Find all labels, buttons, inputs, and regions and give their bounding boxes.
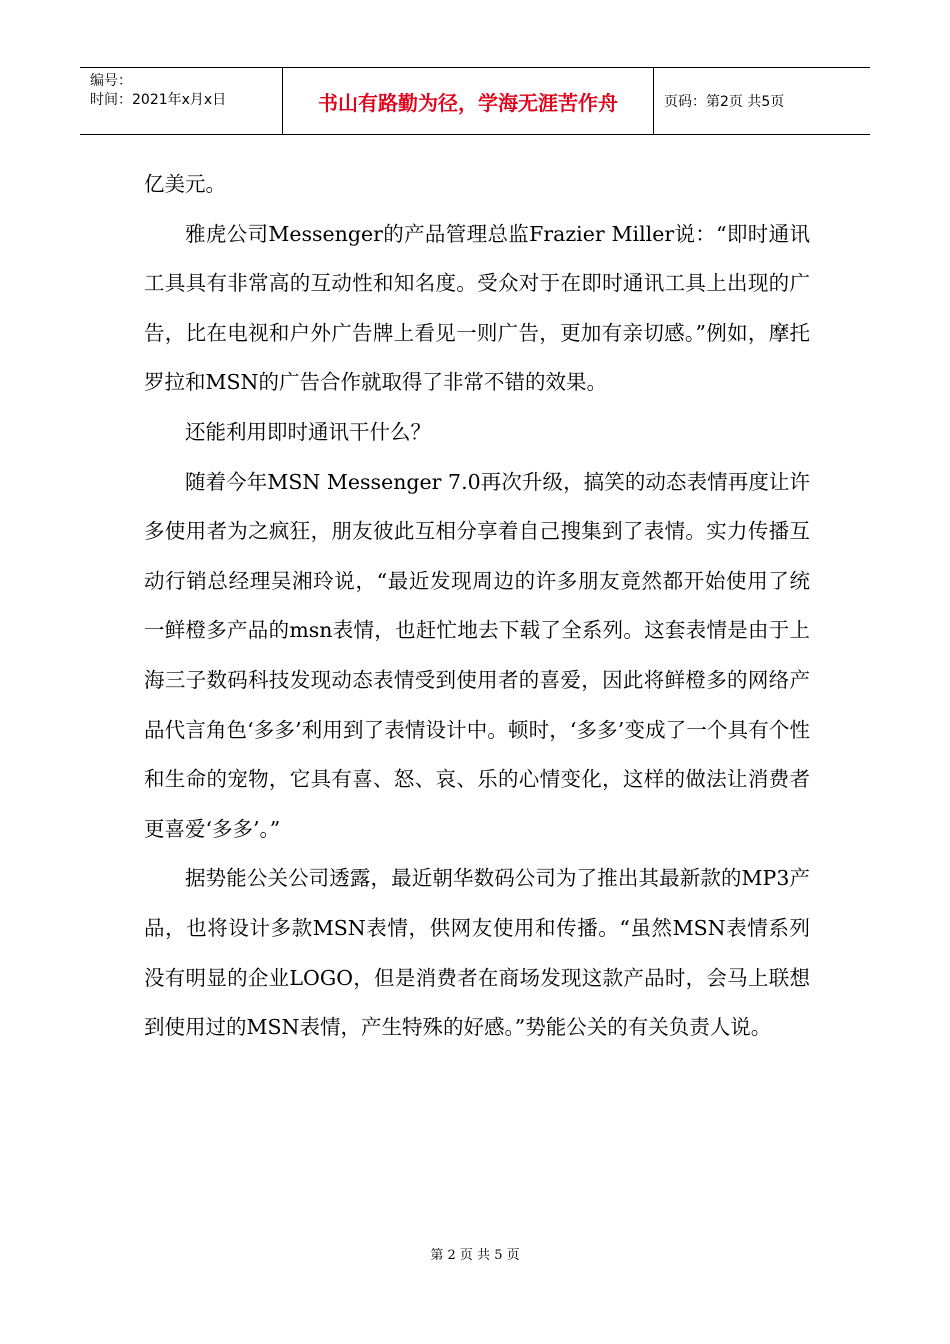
- section-question: 还能利用即时通讯干什么？: [185, 419, 431, 444]
- paragraph: 雅虎公司Messenger的产品管理总监Frazier Miller说：“即时通讯工具具有非常高的互动性和知名度。受众对于在即时通讯工具上出现的广告，比在电视和户外广告牌上看见一则广告，更加有亲切感。”例如，摩托罗拉和MSN的广告合作就取得了非常不错的效果。: [144, 221, 810, 395]
- paragraph: 随着今年MSN Messenger 7.0再次升级，搞笑的动态表情再度让许多使用者为之疯狂，朋友彼此互相分享着自己搜集到了表情。实力传播互动行销总经理吴湘玲说，“最近发现周边的许多朋友竟然都开始使用了统一鲜橙多产品的msn表情，也赶忙地去下载了全系列。这套表情是由于上海三子数码科技发现动态表情受到使用者的喜爱，因此将鲜橙多的网络产品代言角色‘多多’利用到了表情设计中。顿时，‘多多’变成了一个具有个性和生命的宠物，它具有喜、怒、哀、乐的心情变化，这样的做法让消费者更喜爱‘多多’。”: [144, 469, 810, 841]
- page-header: [80, 67, 870, 135]
- document-date-label: 时间：2021年x月x日: [90, 92, 227, 108]
- header-motto: 书山有路勤为径，学海无涯苦作舟: [283, 68, 654, 134]
- header-meta: [80, 68, 283, 134]
- document-number-label: 编号：: [90, 73, 132, 89]
- header-page-number: 页码：第2页 共5页: [664, 94, 785, 110]
- page-footer: 第 2 页 共 5 页: [430, 1248, 520, 1263]
- document-body: [144, 160, 810, 1053]
- paragraph-continuation: 亿美元。: [144, 172, 226, 196]
- paragraph: 据势能公关公司透露，最近朝华数码公司为了推出其最新款的MP3产品，也将设计多款MSN表情，供网友使用和传播。“虽然MSN表情系列没有明显的企业LOGO，但是消费者在商场发现这款产品时，会马上联想到使用过的MSN表情，产生特殊的好感。”势能公关的有关负责人说。: [144, 866, 810, 1040]
